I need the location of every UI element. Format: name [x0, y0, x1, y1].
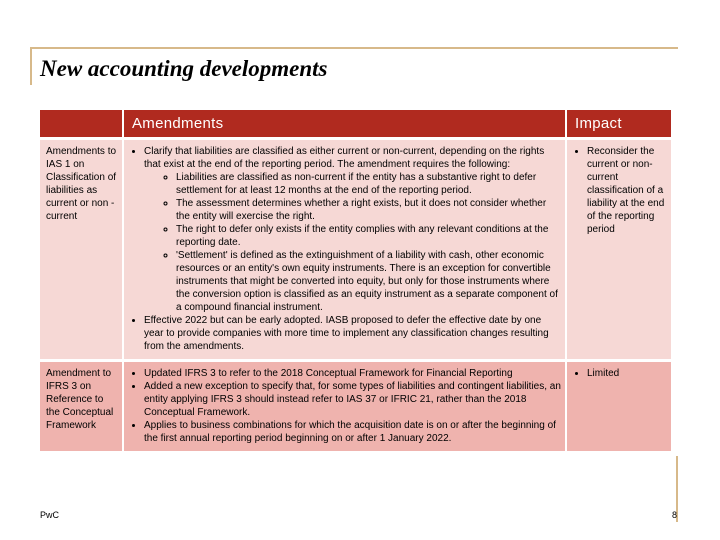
frame-left-rule	[30, 47, 32, 85]
developments-table	[40, 110, 673, 454]
header-amendments: Amendments	[123, 110, 566, 139]
list-item: • Reconsider the current or non-current classification of a liability at the end of the reporting period	[587, 145, 667, 236]
row-label: Amendment to IFRS 3 on Reference to the Conceptual Framework	[40, 361, 123, 453]
sub-list-item: ◦ The assessment determines whether a right exists, but it does not consider whether the entity will exercise the right.	[176, 197, 561, 223]
row-impact	[566, 139, 672, 361]
header-impact: Impact	[566, 110, 672, 139]
row-impact	[566, 361, 672, 453]
list-item: • Effective 2022 but can be early adopted. IASB proposed to defer the effective date by one year to provide companies with more time to implement any classification changes resulting from the amendments.	[144, 314, 561, 353]
table-header-row	[40, 110, 672, 139]
list-item: • Updated IFRS 3 to refer to the 2018 Conceptual Framework for Financial Reporting	[144, 367, 561, 380]
list-item	[144, 145, 561, 314]
row-amendments	[123, 361, 566, 453]
list-item-text: Clarify that liabilities are classified as either current or non-current, depending on the rights that exist at the end of the reporting period. The amendment requires the following:	[144, 146, 545, 170]
row-label: Amendments to IAS 1 on Classification of liabilities as current or non -current	[40, 139, 123, 361]
footer-brand: PwC	[40, 510, 60, 520]
frame-top-rule	[30, 47, 678, 49]
sub-list-item: ◦ The right to defer only exists if the entity complies with any relevant conditions at the reporting date.	[176, 223, 561, 249]
header-topic	[40, 110, 123, 139]
list-item: • Added a new exception to specify that, for some types of liabilities and contingent liabilities, an entity applying IFRS 3 should instead refer to IAS 37 or IFRIC 21, rather than the 2018 Conceptual Framework.	[144, 380, 561, 419]
page-title: New accounting developments	[40, 56, 328, 81]
page-number: 8	[672, 510, 678, 520]
row-amendments	[123, 139, 566, 361]
list-item: • Applies to business combinations for which the acquisition date is on or after the beginning of the first annual reporting period beginning on or after 1 January 2022.	[144, 419, 561, 445]
table-row	[40, 361, 672, 453]
table-row	[40, 139, 672, 361]
list-item: • Limited	[587, 367, 667, 380]
sub-list-item: ◦ Liabilities are classified as non-current if the entity has a substantive right to defer settlement for at least 12 months at the end of the reporting period.	[176, 171, 561, 197]
sub-list-item: ◦ 'Settlement' is defined as the extinguishment of a liability with cash, other economic resources or an entity's own equity instruments. There is an exception for convertible instruments that might be converted into equity, but only for those instruments where the conversion option is classified as an equity instrument as a separate component of a compound financial instrument.	[176, 249, 561, 314]
